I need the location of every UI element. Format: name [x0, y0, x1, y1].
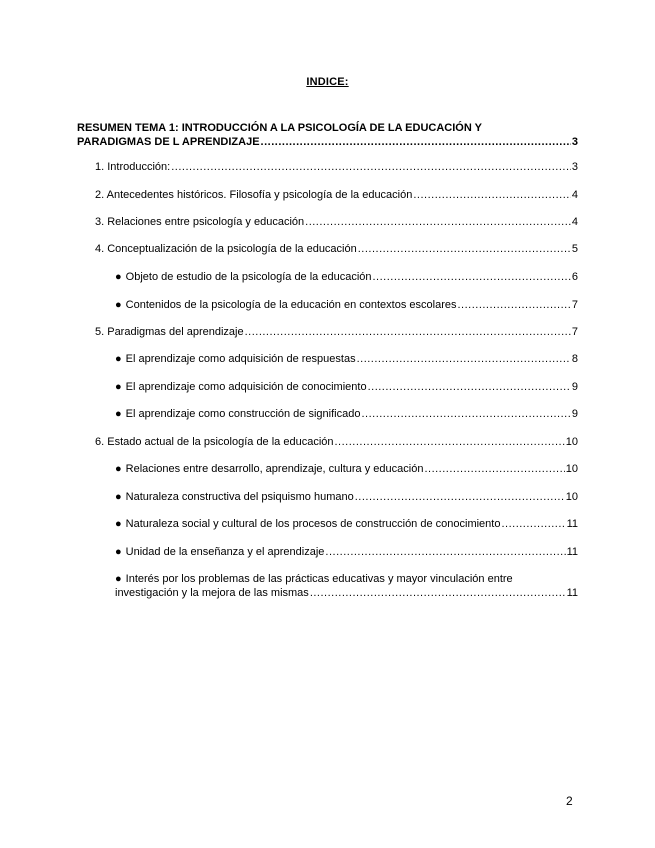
toc-entry-text: Contenidos de la psicología de la educación en contextos escolares [125, 299, 457, 311]
toc-subentry-contenidos[interactable] [115, 298, 578, 312]
page-number: 2 [566, 794, 573, 808]
toc-entry-paradigmas[interactable] [95, 325, 578, 339]
dot-leader [361, 407, 570, 421]
page-ref: 6 [571, 271, 578, 283]
index-title: INDICE: [306, 76, 349, 88]
bullet-icon: ● [115, 408, 122, 420]
toc-entry-text: 4. Conceptualización de la psicología de la educación [95, 243, 357, 255]
toc-main-heading[interactable] [77, 121, 578, 149]
page-ref: 10 [565, 436, 578, 448]
toc-entry-text: Relaciones entre desarrollo, aprendizaje, cultura y educación [125, 463, 424, 475]
toc-subentry-objeto-estudio[interactable] [115, 270, 578, 284]
toc-entry-text: El aprendizaje como adquisición de conocimiento [125, 381, 367, 393]
toc-subentry-naturaleza-social[interactable] [115, 517, 578, 531]
dot-leader [261, 135, 571, 149]
toc-entry-text: Unidad de la enseñanza y el aprendizaje [125, 546, 325, 558]
page-ref: 11 [566, 518, 578, 530]
page-ref: 9 [571, 408, 578, 420]
page-ref: 4 [571, 216, 578, 228]
page-ref: 10 [565, 463, 578, 475]
page-ref: 11 [566, 587, 578, 599]
toc-entry-relaciones[interactable] [95, 215, 578, 229]
dot-leader [245, 325, 571, 339]
dot-leader [373, 270, 571, 284]
page-ref: 3 [571, 136, 578, 148]
dot-leader [501, 517, 565, 531]
toc-entry-text: 2. Antecedentes históricos. Filosofía y psicología de la educación [95, 189, 413, 201]
dot-leader [413, 188, 571, 202]
bullet-icon: ● [115, 573, 122, 585]
page-ref: 7 [571, 299, 578, 311]
dot-leader [368, 380, 571, 394]
dot-leader [355, 490, 565, 504]
page-ref: 4 [571, 189, 578, 201]
bullet-icon: ● [115, 353, 122, 365]
page-ref: 5 [571, 243, 578, 255]
toc-subentry-adquisicion-respuestas[interactable] [115, 352, 578, 366]
toc-subentry-naturaleza-constructiva[interactable] [115, 490, 578, 504]
toc-entry-text: Naturaleza social y cultural de los procesos de construcción de conocimiento [125, 518, 501, 530]
page-ref: 9 [571, 381, 578, 393]
toc-entry-estado-actual[interactable] [95, 435, 578, 449]
toc-entry-text-continued: investigación y la mejora de las mismas [115, 587, 309, 599]
dot-leader [310, 586, 566, 600]
toc-entry-text: El aprendizaje como construcción de significado [125, 408, 361, 420]
page-ref: 10 [565, 491, 578, 503]
bullet-icon: ● [115, 381, 122, 393]
dot-leader [357, 352, 571, 366]
dot-leader [457, 298, 570, 312]
dot-leader [325, 545, 565, 559]
bullet-icon: ● [115, 518, 122, 530]
page-ref: 7 [571, 326, 578, 338]
toc-entry-text: El aprendizaje como adquisición de respuestas [125, 353, 356, 365]
toc-entry-text: 1. Introducción: [95, 161, 171, 173]
bullet-icon: ● [115, 463, 122, 475]
toc-entry-text: Interés por los problemas de las prácticas educativas y mayor vinculación entre [125, 573, 513, 585]
toc-subentry-relaciones-desarrollo[interactable] [115, 462, 578, 476]
toc-entry-text: Objeto de estudio de la psicología de la educación [125, 271, 372, 283]
dot-leader [335, 435, 565, 449]
toc-entry-text: Naturaleza constructiva del psiquismo humano [125, 491, 354, 503]
page-ref: 11 [566, 546, 578, 558]
main-heading-line1: RESUMEN TEMA 1: INTRODUCCIÓN A LA PSICOLOGÍA DE LA EDUCACIÓN Y [77, 122, 482, 134]
page-ref: 8 [571, 353, 578, 365]
toc-subentry-construccion-significado[interactable] [115, 407, 578, 421]
toc-entry-introduccion[interactable] [95, 160, 578, 174]
bullet-icon: ● [115, 491, 122, 503]
dot-leader [424, 462, 564, 476]
toc-entry-conceptualizacion[interactable] [95, 242, 578, 256]
dot-leader [358, 242, 571, 256]
bullet-icon: ● [115, 271, 122, 283]
toc-subentry-unidad-ensenanza[interactable] [115, 545, 578, 559]
toc-entry-text: 5. Paradigmas del aprendizaje [95, 326, 244, 338]
bullet-icon: ● [115, 299, 122, 311]
bullet-icon: ● [115, 546, 122, 558]
toc-subentry-interes-practicas[interactable] [115, 572, 578, 600]
toc-entry-text: 3. Relaciones entre psicología y educación [95, 216, 305, 228]
main-heading-line2: PARADIGMAS DE L APRENDIZAJE [77, 136, 260, 148]
toc-entry-text: 6. Estado actual de la psicología de la educación [95, 436, 334, 448]
toc-entry-antecedentes[interactable] [95, 188, 578, 202]
page-ref: 3 [571, 161, 578, 173]
dot-leader [171, 160, 571, 174]
dot-leader [305, 215, 571, 229]
toc-subentry-adquisicion-conocimiento[interactable] [115, 380, 578, 394]
